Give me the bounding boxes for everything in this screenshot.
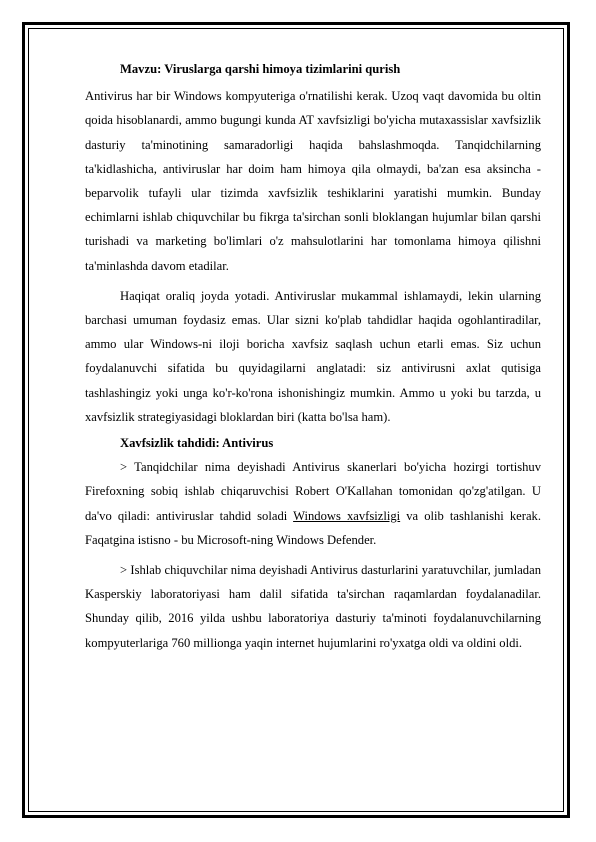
paragraph-3 (85, 455, 541, 552)
paragraph-4: > Ishlab chiquvchilar nima deyishadi Antivirus dasturlarini yaratuvchilar, jumladan Kasperskiy laboratoriyasi ham dalil sifatida ta'sirchan raqamlardan foydalanadilar. Shunday qilib, 2016 yilda ushbu laboratoriya dasturiy ta'minoti foydalanuvchilarning kompyuterlariga 760 millionga yaqin internet hujumlarini ro'yxatga oldi va oldini oldi. (85, 563, 541, 650)
paragraph-3-text-end: va olib tashlanishi kerak. Faqatgina istisno - bu Microsoft-ning Windows Defender. (85, 508, 541, 547)
paragraph-1: Antivirus har bir Windows kompyuteriga o'rnatilishi kerak. Uzoq vaqt davomida bu oltin qoida hisoblanardi, ammo bugungi kunda AT xavfsizligi bo'yicha mutaxassislar xavfsizlik dasturiy ta'minotining samaradorligi haqida bahslashmoqda. Tanqidchilarning ta'kidlashicha, antiviruslar har doim ham himoya qila olmaydi, ba'zan esa aksincha - beparvolik tufayli ular tizimda xavfsizlik teshiklarini yaratishi mumkin. Bunday echimlarni ishlab chiquvchilar bu fikrga ta'sirchan sonli bloklangan hujumlar bilan qarshi turishadi va marketing bo'limlari o'z mahsulotlarini har tomonlama himoya qilishni ta'minlashda davom etadilar. (85, 89, 541, 273)
paragraph-2: Haqiqat oraliq joyda yotadi. Antiviruslar mukammal ishlamaydi, lekin ularning barchasi umuman foydasiz emas. Ular sizni ko'plab tahdidlar haqida ogohlantiradilar, ammo ular Windows-ni iloji boricha xavfsiz saqlash uchun etarli emas. Siz uchun foydalanuvchi sifatida bu quyidagilarni anglatadi: siz antivirusni axlat qutisiga tashlashingiz yoki unga ko'r-ko'rona ishonishingiz mumkin. Ammo u yoki bu tarzda, u xavfsizlik strategiyasidagi bloklardan biri (katta bo'lsa ham). (85, 288, 541, 424)
document-title: Mavzu: Viruslarga qarshi himoya tizimlarini qurish (120, 62, 401, 76)
document-body (85, 57, 541, 655)
paragraph-3-text-start: > Tanqidchilar nima deyishadi Antivirus skanerlari bo'yicha hozirgi tortishuv Firefoxning sobiq ishlab chiqaruvchisi Robert O'Kallahan tomonidan qo'zg'atilgan. U da'vo qiladi: antiviruslar tahdid soladi (85, 460, 541, 523)
windows-security-link[interactable]: Windows xavfsizligi (293, 508, 401, 523)
section-heading: Xavfsizlik tahdidi: Antivirus (120, 436, 274, 451)
